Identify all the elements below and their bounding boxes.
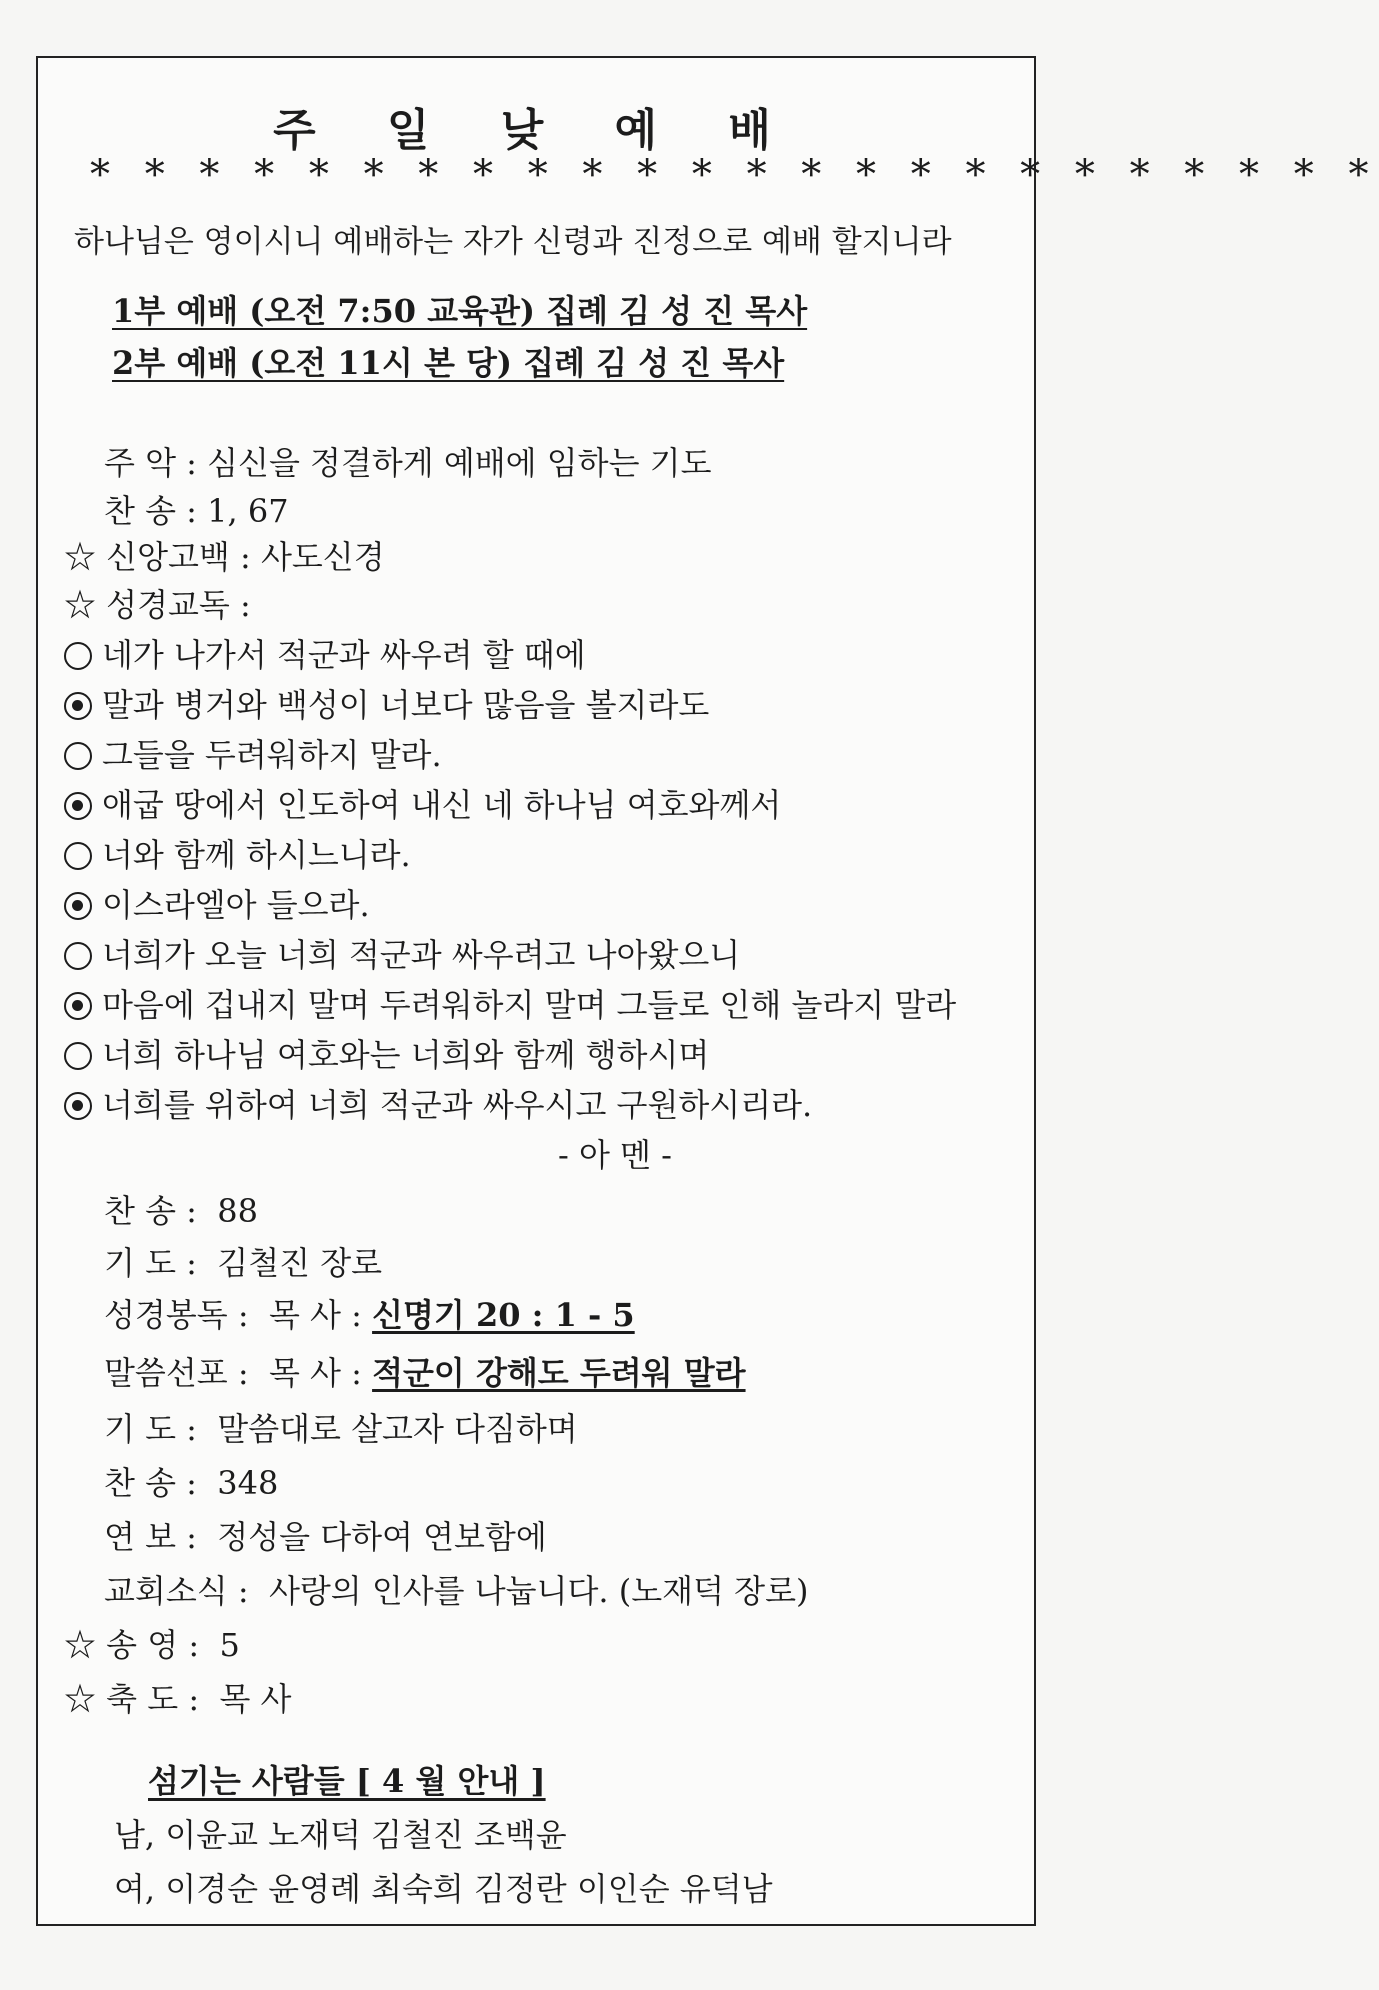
order-item: 성경봉독 : 목 사 : 신명기 20 : 1 - 5 bbox=[104, 1296, 635, 1334]
order-item: ☆ 신앙고백 : 사도신경 bbox=[64, 532, 385, 578]
scripture-verse: 하나님은 영이시니 예배하는 자가 신령과 진정으로 예배 할지니라 bbox=[74, 224, 952, 260]
open-circle-icon bbox=[64, 842, 92, 870]
reading-line: 애굽 땅에서 인도하여 내신 네 하나님 여호와께서 bbox=[64, 780, 781, 826]
order-item: 찬 송 : 348 bbox=[104, 1464, 279, 1502]
filled-circle-icon bbox=[64, 892, 92, 920]
star-divider: * * * * * * * * * * * * * * * * * * * * * * * * bbox=[90, 152, 1379, 198]
page-title: 주 일 낮 예 배 bbox=[273, 105, 799, 156]
servers-women: 여, 이경순 윤영례 최숙희 김정란 이인순 유덕남 bbox=[114, 1870, 773, 1908]
order-item: ☆ 성경교독 : bbox=[64, 580, 251, 626]
scripture-reference: 신명기 20 : 1 - 5 bbox=[372, 1296, 635, 1334]
order-item: 기 도 : 김철진 장로 bbox=[104, 1244, 383, 1282]
order-item: 교회소식 : 사랑의 인사를 나눕니다. (노재덕 장로) bbox=[104, 1572, 809, 1610]
servers-men: 남, 이윤교 노재덕 김철진 조백윤 bbox=[114, 1816, 567, 1854]
order-item: 주 악 : 심신을 정결하게 예배에 임하는 기도 bbox=[104, 438, 712, 484]
filled-circle-icon bbox=[64, 792, 92, 820]
reading-line: 너희 하나님 여호와는 너희와 함께 행하시며 bbox=[64, 1030, 709, 1076]
reading-line: 너와 함께 하시느니라. bbox=[64, 830, 411, 876]
filled-circle-icon bbox=[64, 992, 92, 1020]
order-label: 찬 송 bbox=[104, 492, 176, 530]
reading-line: 그들을 두려워하지 말라. bbox=[64, 730, 442, 776]
open-circle-icon bbox=[64, 1042, 92, 1070]
open-circle-icon bbox=[64, 642, 92, 670]
service-2-line: 2부 예배 (오전 11시 본 당) 집례 김 성 진 목사 bbox=[112, 344, 785, 382]
servers-title: 섬기는 사람들 [ 4 월 안내 ] bbox=[148, 1762, 546, 1800]
reading-line: 네가 나가서 적군과 싸우려 할 때에 bbox=[64, 630, 586, 676]
reading-line: 말과 병거와 백성이 너보다 많음을 볼지라도 bbox=[64, 680, 709, 726]
reading-line: 너희를 위하여 너희 적군과 싸우시고 구원하시리라. bbox=[64, 1080, 812, 1126]
sermon-title: 적군이 강해도 두려워 말라 bbox=[372, 1354, 746, 1392]
order-item: 찬 송 : 88 bbox=[104, 1192, 259, 1230]
reading-line: 너희가 오늘 너희 적군과 싸우려고 나아왔으니 bbox=[64, 930, 740, 976]
order-item: ☆ 송 영 : 5 bbox=[64, 1626, 240, 1664]
filled-circle-icon bbox=[64, 1092, 92, 1120]
order-item: 기 도 : 말씀대로 살고자 다짐하며 bbox=[104, 1410, 578, 1448]
bulletin-frame bbox=[36, 56, 1379, 1926]
open-circle-icon bbox=[64, 742, 92, 770]
order-item: 찬 송 : 1, 67 bbox=[104, 486, 289, 532]
reading-line: 이스라엘아 들으라. bbox=[64, 880, 370, 926]
order-item: 말씀선포 : 목 사 : 적군이 강해도 두려워 말라 bbox=[104, 1354, 746, 1392]
order-item: ☆ 축 도 : 목 사 bbox=[64, 1680, 292, 1718]
order-label: ☆ 신앙고백 bbox=[64, 538, 230, 576]
amen-line: - 아 멘 - bbox=[558, 1136, 672, 1174]
order-value: 심신을 정결하게 예배에 임하는 기도 bbox=[207, 444, 712, 482]
order-value: 사도신경 bbox=[260, 538, 385, 576]
order-item: 연 보 : 정성을 다하여 연보함에 bbox=[104, 1518, 547, 1556]
service-1-line: 1부 예배 (오전 7:50 교육관) 집례 김 성 진 목사 bbox=[112, 292, 808, 330]
reading-line: 마음에 겁내지 말며 두려워하지 말며 그들로 인해 놀라지 말라 bbox=[64, 980, 956, 1026]
order-label: ☆ 성경교독 bbox=[64, 586, 230, 624]
open-circle-icon bbox=[64, 942, 92, 970]
order-value: 1, 67 bbox=[207, 492, 289, 530]
order-label: 주 악 bbox=[104, 444, 176, 482]
filled-circle-icon bbox=[64, 692, 92, 720]
